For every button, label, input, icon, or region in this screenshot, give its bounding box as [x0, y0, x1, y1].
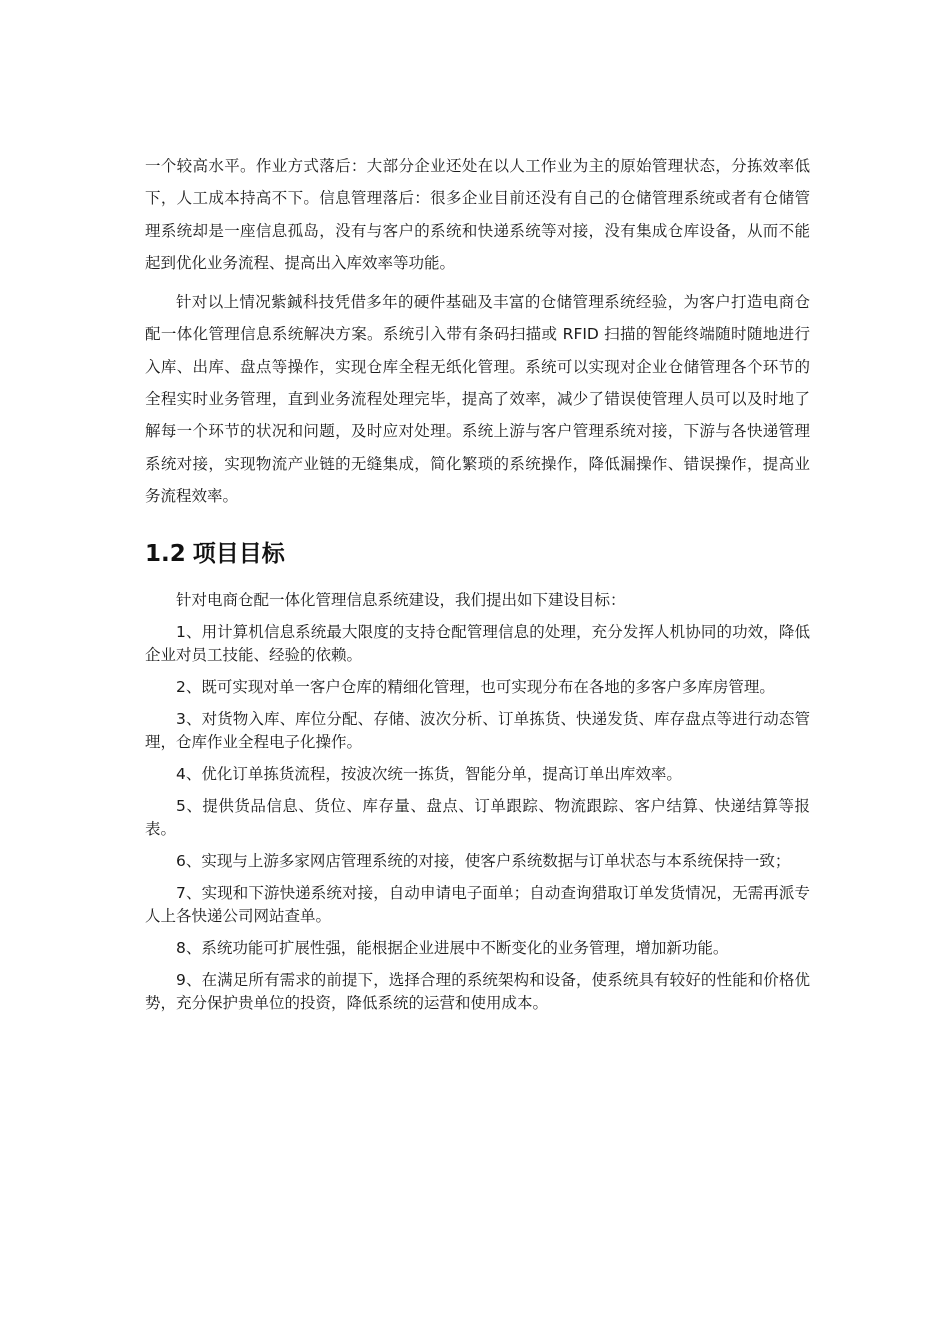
- section-heading: [145, 539, 810, 569]
- goal-item-6: 6、实现与上游多家网店管理系统的对接，使客户系统数据与订单状态与本系统保持一致；: [176, 852, 791, 871]
- goals-lead: 针对电商仓配一体化管理信息系统建设，我们提出如下建设目标：: [176, 591, 626, 610]
- intro-paragraph-2: 针对以上情况紫鋮科技凭借多年的硬件基础及丰富的仓储管理系统经验，为客户打造电商仓配一体化管理信息系统解决方案。系统引入带有条码扫描或 RFID 扫描的智能终端随时随地进行入库、出库、盘点等操作，实现仓库全程无纸化管理。系统可以实现对企业仓储管理各个环节的全程实时业务管理，直到业务流程处理完毕，提高了效率，减少了错误使管理人员可以及时地了解每一个环节的状况和问题，及时应对处理。系统上游与客户管理系统对接，下游与各快递管理系统对接，实现物流产业链的无缝集成，简化繁琐的系统操作，降低漏操作、错误操作，提高业务流程效率。: [145, 293, 810, 505]
- goal-item-8: 8、系统功能可扩展性强，能根据企业进展中不断变化的业务管理，增加新功能。: [176, 939, 729, 958]
- goal-item-2: 2、既可实现对单一客户仓库的精细化管理，也可实现分布在各地的多客户多库房管理。: [176, 678, 775, 697]
- goal-item-7: 7、实现和下游快递系统对接，自动申请电子面单；自动查询猎取订单发货情况，无需再派专人上各快递公司网站查单。: [145, 884, 810, 926]
- goal-item-1: 1、用计算机信息系统最大限度的支持仓配管理信息的处理，充分发挥人机协同的功效，降低企业对员工技能、经验的依赖。: [145, 623, 810, 665]
- goal-item-4: 4、优化订单拣货流程，按波次统一拣货，智能分单，提高订单出库效率。: [176, 765, 682, 784]
- goal-item-9: 9、在满足所有需求的前提下，选择合理的系统架构和设备，使系统具有较好的性能和价格优势，充分保护贵单位的投资，降低系统的运营和使用成本。: [145, 971, 810, 1013]
- goal-item-5: 5、提供货品信息、货位、库存量、盘点、订单跟踪、物流跟踪、客户结算、快递结算等报表。: [145, 797, 810, 839]
- section-title: 项目目标: [192, 541, 285, 568]
- section-number: 1.2: [145, 541, 186, 568]
- goal-item-3: 3、对货物入库、库位分配、存储、波次分析、订单拣货、快递发货、库存盘点等进行动态管理，仓库作业全程电子化操作。: [145, 710, 810, 752]
- document-page: [145, 150, 810, 1015]
- intro-paragraph-1: 一个较高水平。作业方式落后：大部分企业还处在以人工作业为主的原始管理状态，分拣效率低下，人工成本持高不下。信息管理落后：很多企业目前还没有自己的仓储管理系统或者有仓储管理系统却是一座信息孤岛，没有与客户的系统和快递系统等对接，没有集成仓库设备，从而不能起到优化业务流程、提高出入库效率等功能。: [145, 157, 810, 272]
